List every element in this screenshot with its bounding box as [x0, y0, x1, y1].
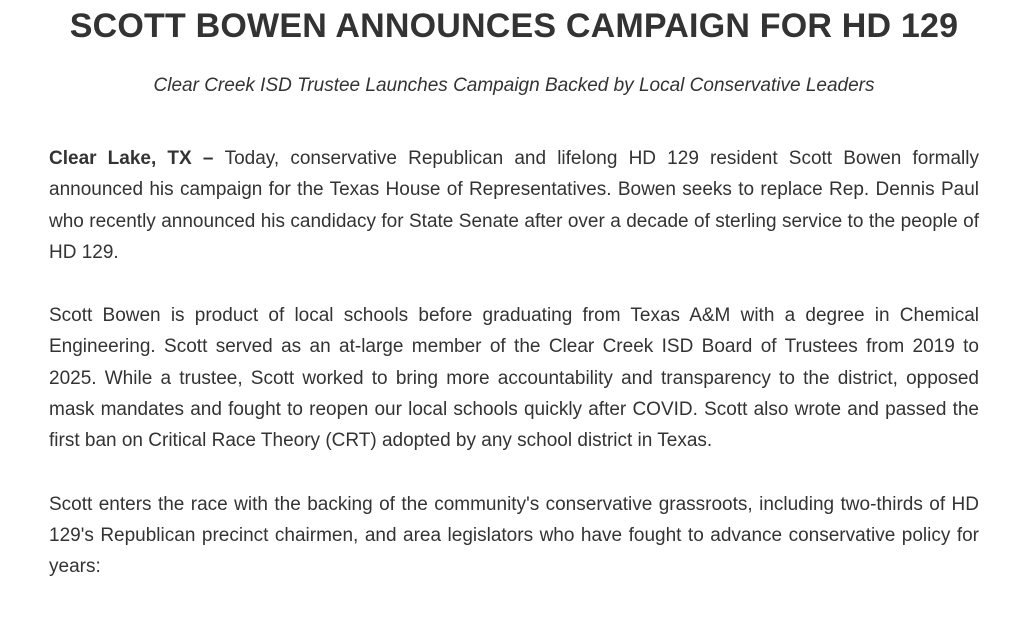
article-body: [49, 143, 979, 583]
paragraph-endorsements: Scott enters the race with the backing of the community's conservative grassroots, including two-thirds of HD 129's Republican precinct chairmen, and area legislators who have fought to advance conservative policy for years:: [49, 493, 979, 578]
press-release-page: [0, 6, 1019, 628]
paragraph-intro: [49, 143, 979, 268]
paragraph-background: Scott Bowen is product of local schools before graduating from Texas A&M with a degree in Chemical Engineering. Scott served as an at-large member of the Clear Creek ISD Board of Trustees from 2019 to 2025. While a trustee, Scott worked to bring more accountability and transparency to the district, opposed mask mandates and fought to reopen our local schools quickly after COVID. Scott also wrote and passed the first ban on Critical Race Theory (CRT) adopted by any school district in Texas.: [49, 305, 979, 452]
paragraph-intro-text: Today, conservative Republican and lifelong HD 129 resident Scott Bowen formally announced his campaign for the Texas House of Representatives. Bowen seeks to replace Rep. Dennis Paul who recently announced his candidacy for State Senate after over a decade of sterling service to the people of HD 129.: [49, 148, 979, 263]
headline: SCOTT BOWEN ANNOUNCES CAMPAIGN FOR HD 129: [69, 7, 959, 45]
subheadline: Clear Creek ISD Trustee Launches Campaign Backed by Local Conservative Leaders: [153, 75, 875, 96]
dateline: Clear Lake, TX –: [49, 148, 225, 169]
